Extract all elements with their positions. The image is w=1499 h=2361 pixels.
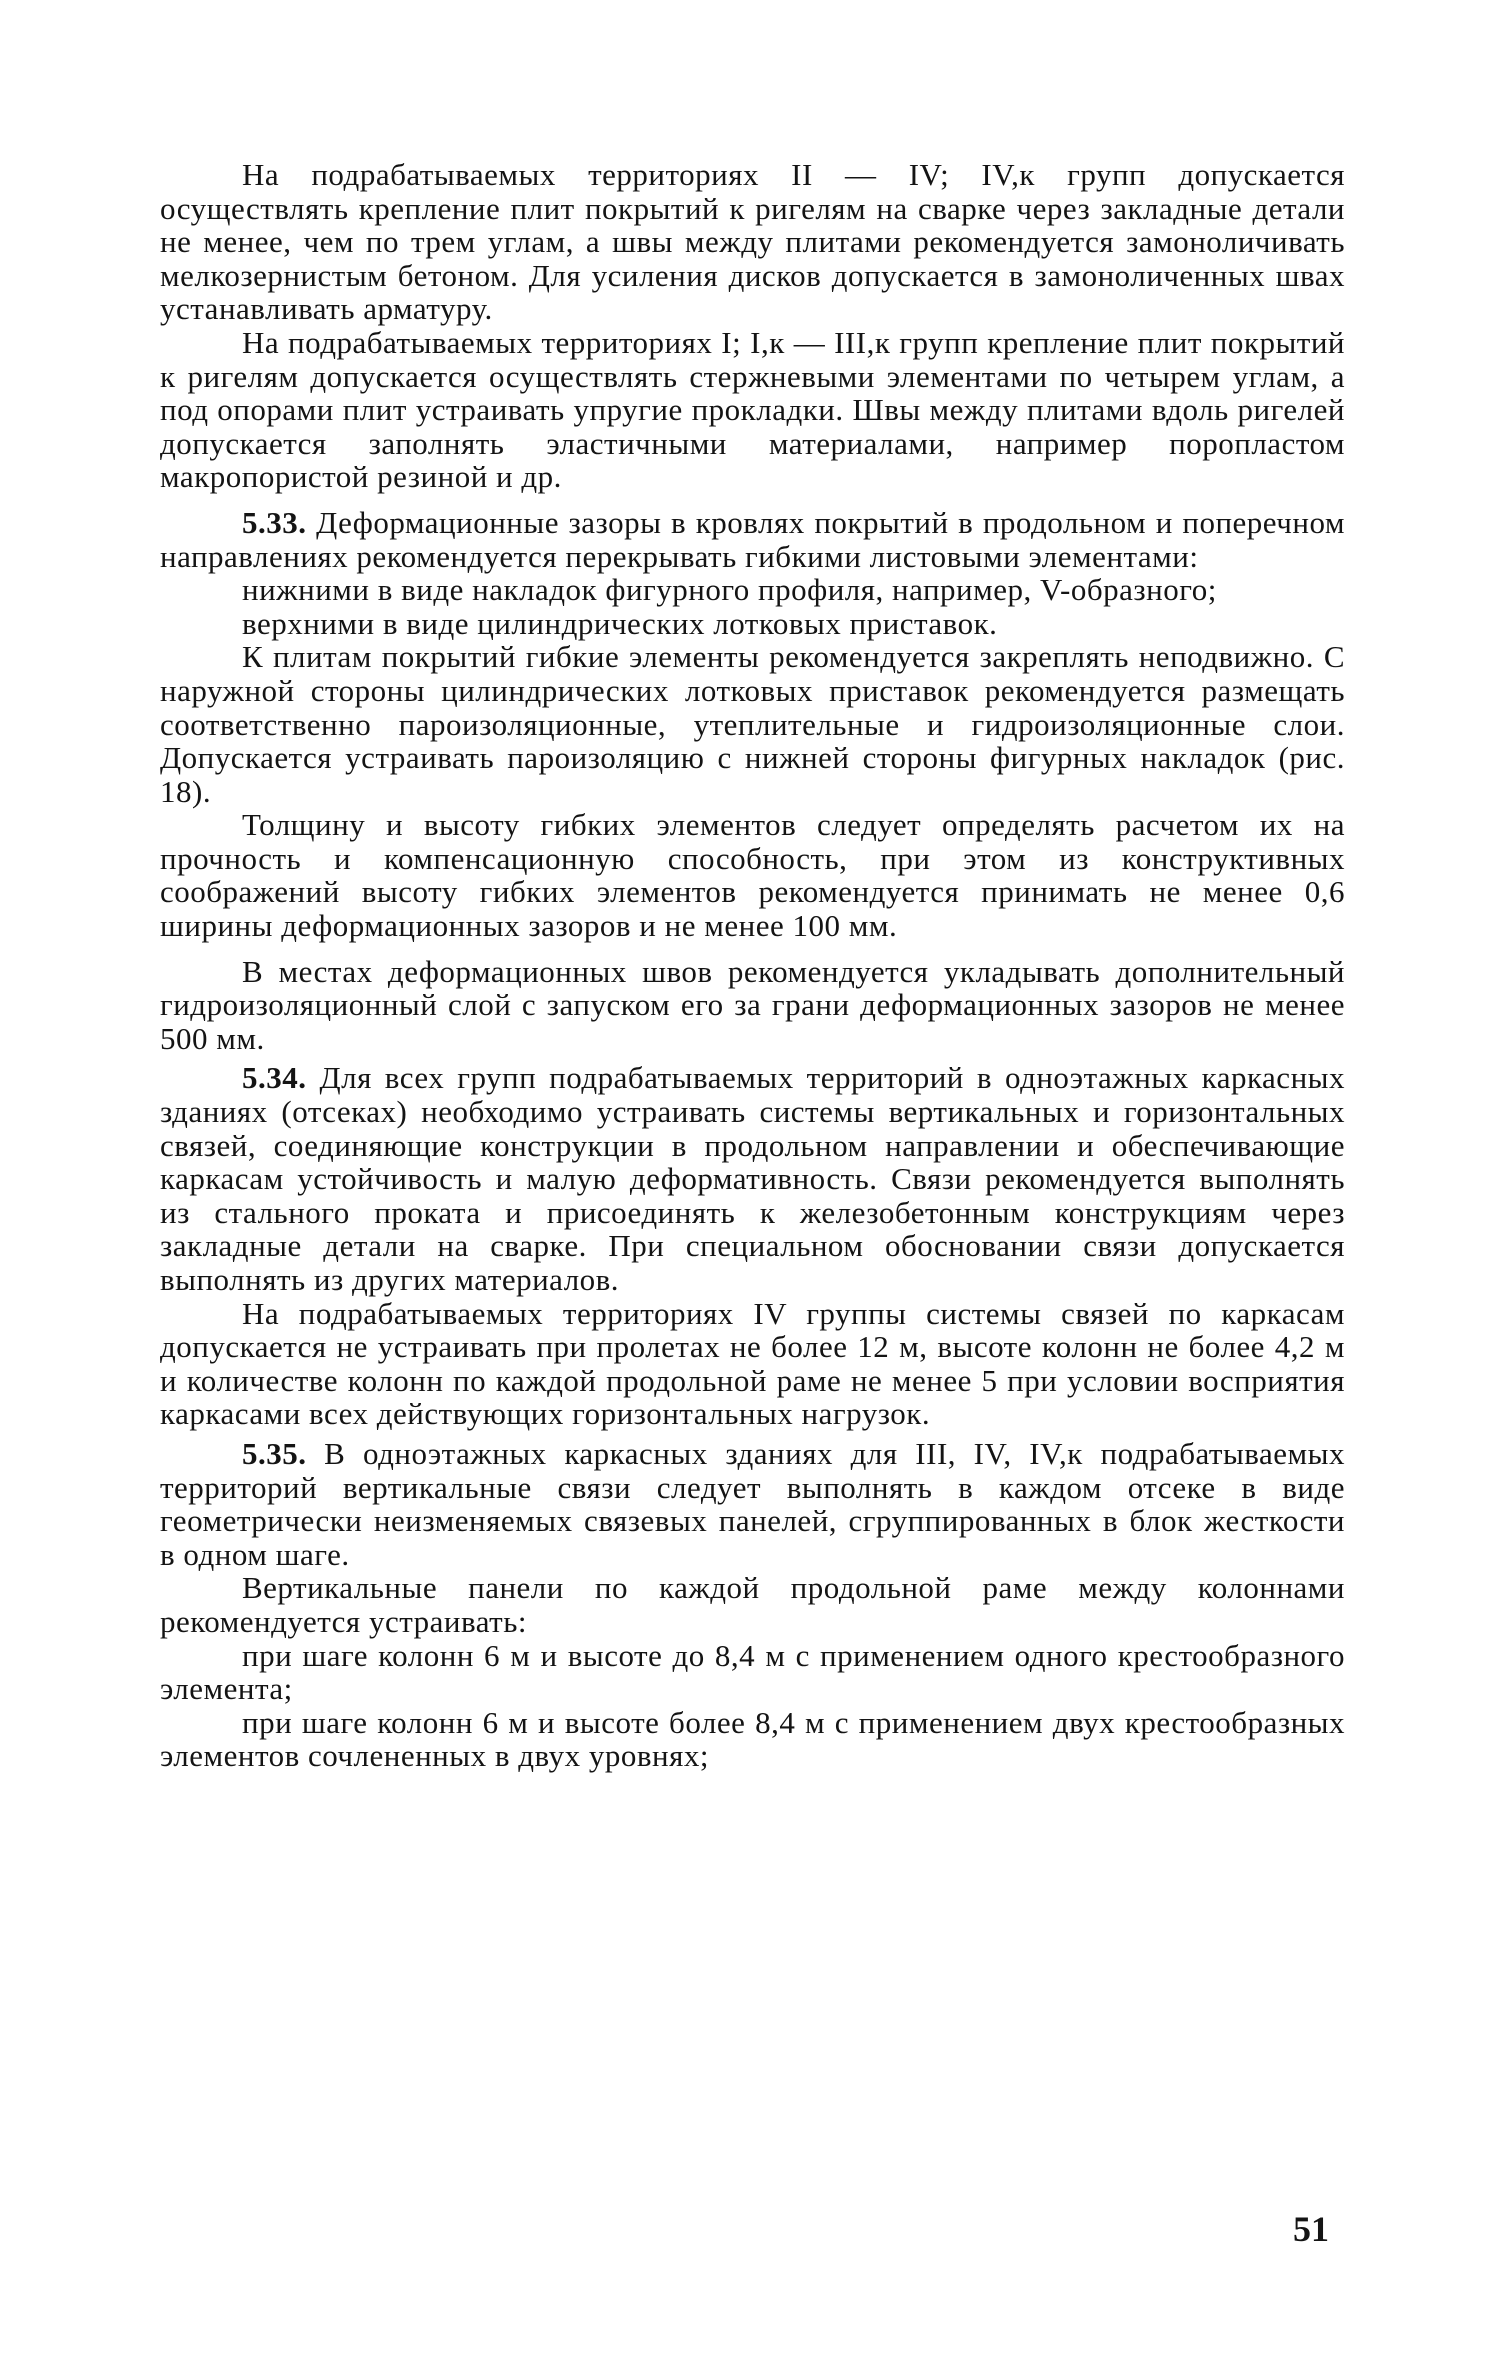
list-paragraph: при шаге колонн 6 м и высоте более 8,4 м с применением двух крестообразных элементов сочлененных в двух уровнях; <box>160 1704 1345 1774</box>
paragraph-text: Для всех групп подрабатываемых территорий в одноэтажных каркасных зданиях (отсеках) необходимо устраивать системы вертикальных и горизонтальных связей, соединяющие конструкции в продольном направлении и обеспечивающие каркасам устойчивость и малую деформативность. Связи рекомендуется выполнять из стального проката и присоединять к железобетонным конструкциям через закладные детали на сварке. При специальном обосновании связи допускается выполнять из других материалов. <box>160 1060 1345 1297</box>
paragraph: Толщину и высоту гибких элементов следует определять расчетом их на прочность и компенсационную способность, при этом из конструктивных соображений высоту гибких элементов рекомендуется принимать не менее 0,6 ширины деформационных зазоров и не менее 100 мм. <box>160 807 1345 944</box>
paragraph: Вертикальные панели по каждой продольной раме между колоннами рекомендуется устраивать: <box>160 1570 1345 1639</box>
section-paragraph-5-33 <box>160 506 1345 573</box>
page-number: 51 <box>1293 2209 1329 2249</box>
paragraph: На подрабатываемых территориях IV группы системы связей по каркасам допускается не устраивать при пролетах не более 12 м, высоте колонн не более 4,2 м и количестве колонн по каждой продольной раме не менее 5 при условии восприятия каркасами всех действующих горизонтальных нагрузок. <box>160 1295 1345 1432</box>
section-paragraph-5-34 <box>160 1061 1345 1296</box>
paragraph: На подрабатываемых территориях I; I,к — III,к групп крепление плит покрытий к ригелям допускается осуществлять стержневыми элементами по четырем углам, а под опорами плит устраивать упругие прокладки. Швы между плитами вдоль ригелей допускается заполнять эластичными материалами, например поропластом макропористой резиной и др. <box>160 324 1345 495</box>
section-number: 5.35. <box>242 1435 307 1471</box>
document-page <box>160 158 1345 1773</box>
list-paragraph: при шаге колонн 6 м и высоте до 8,4 м с применением одного крестообразного элемента; <box>160 1637 1345 1707</box>
paragraph-text: В одноэтажных каркасных зданиях для III, IV, IV,к подрабатываемых территорий вертикальные связи следует выполнять в каждом отсеке в виде геометрически неизменяемых связевых панелей, сгруппированных в блок жесткости в одном шаге. <box>160 1435 1346 1572</box>
paragraph: В местах деформационных швов рекомендуется укладывать дополнительный гидроизоляционный слой с запуском его за грани деформационных зазоров не менее 500 мм. <box>160 953 1345 1056</box>
paragraph: К плитам покрытий гибкие элементы рекомендуется закреплять неподвижно. С наружной стороны цилиндрических лотковых приставок рекомендуется размещать соответственно пароизоляционные, утеплительные и гидроизоляционные слои. Допускается устраивать пароизоляцию с нижней стороны фигурных накладок (рис. 18). <box>160 639 1345 809</box>
section-number: 5.33. <box>242 504 307 540</box>
paragraph-text: Деформационные зазоры в кровлях покрытий в продольном и поперечном направлениях рекомендуется перекрывать гибкими листовыми элементами: <box>160 504 1345 574</box>
section-paragraph-5-35 <box>160 1437 1345 1571</box>
list-paragraph: верхними в виде цилиндрических лотковых приставок. <box>242 605 998 641</box>
section-number: 5.34. <box>242 1060 307 1096</box>
paragraph: На подрабатываемых территориях II — IV; IV,к групп допускается осуществлять крепление плит покрытий к ригелям на сварке через закладные детали не менее, чем по трем углам, а швы между плитами рекомендуется замоноличивать мелкозернистым бетоном. Для усиления дисков допускается в замоноличенных швах устанавливать арматуру. <box>160 157 1345 327</box>
list-paragraph: нижними в виде накладок фигурного профиля, например, V-образного; <box>242 572 1217 608</box>
